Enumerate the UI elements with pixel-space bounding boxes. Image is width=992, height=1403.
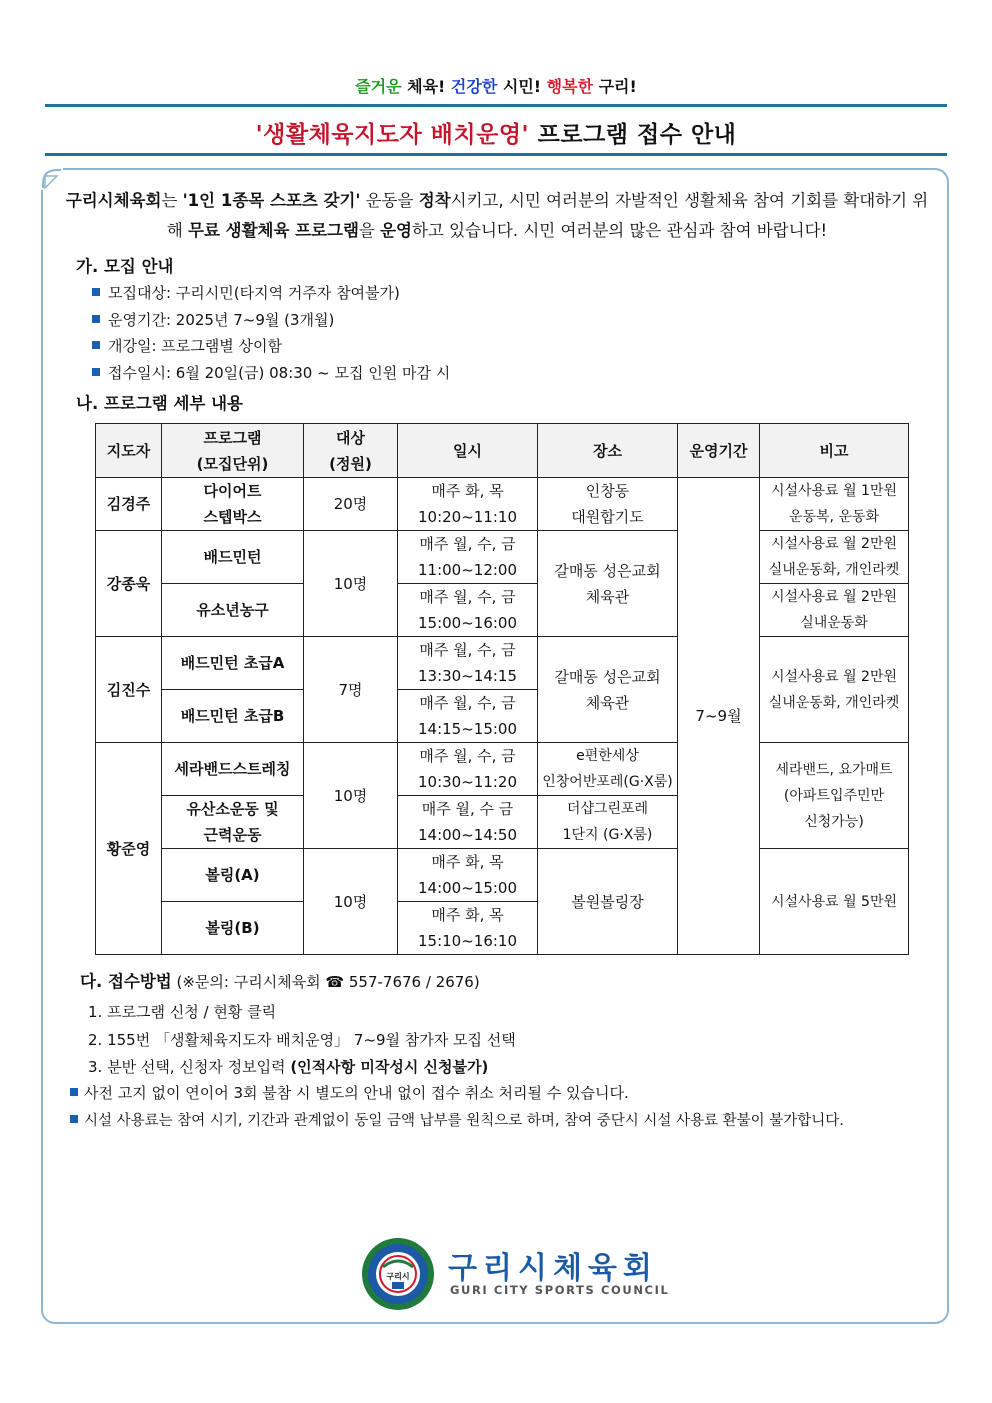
cell-instructor: 김진수 [96, 637, 162, 743]
square-bullet-icon [70, 1115, 78, 1123]
program-table [95, 423, 909, 955]
header-program [162, 424, 304, 478]
header-capacity [304, 424, 398, 478]
cell-time [398, 690, 538, 743]
cell-line: 체육관 [585, 587, 630, 606]
cell-line: 11:00~12:00 [417, 561, 518, 579]
cell-program: 배드민턴 초급B [162, 690, 304, 743]
slogan-word-1: 즐거운 [355, 77, 402, 96]
slogan-word-3: 건강한 [450, 77, 498, 96]
cell-time [398, 637, 538, 690]
cell-time [398, 902, 538, 955]
square-bullet-icon [92, 368, 100, 376]
title-divider [45, 153, 947, 156]
table-header-row [96, 424, 909, 478]
cell-time [398, 478, 538, 531]
intro-text-3: 시키고, 시민 여러분의 자발적인 생활체육 참여 기회를 확대하기 위해 [166, 191, 929, 240]
cell-capacity: 10명 [304, 531, 398, 637]
intro-bold-3: 운영 [380, 221, 412, 240]
cell-time [398, 796, 538, 849]
cell-line: 운동복, 운동화 [788, 509, 880, 525]
list-item-text: 모집대상: 구리시민(타지역 거주자 참여불가) [108, 284, 400, 302]
logo-subtitle: GURI CITY SPORTS COUNCIL [450, 1283, 670, 1297]
cell-program: 유소년농구 [162, 584, 304, 637]
section-c-contact: (※문의: 구리시체육회 ☎ 557-7676 / 2676) [171, 973, 480, 991]
table-row [96, 531, 909, 584]
page-title [0, 116, 992, 149]
square-bullet-icon [92, 341, 100, 349]
cell-place: 볼원볼링장 [538, 849, 678, 955]
header-capacity-line2: (정원) [329, 454, 372, 473]
cell-line: 인창어반포레(G·X룸) [542, 774, 673, 790]
table-row [96, 743, 909, 796]
cell-line: 1단지 (G·X룸) [562, 827, 653, 843]
council-emblem-icon [361, 1237, 435, 1311]
list-item: 2. 155번 「생활체육지도자 배치운영」 7~9월 참가자 모집 선택 [88, 1031, 516, 1049]
cell-capacity: 7명 [304, 637, 398, 743]
list-item-text: 3. 분반 선택, 신청자 정보입력 [88, 1058, 291, 1076]
cell-period: 7~9월 [678, 478, 760, 955]
section-c-title: 다. 접수방법 [80, 972, 172, 991]
cell-line: 매주 월, 수, 금 [419, 588, 516, 606]
cell-line: 매주 월, 수, 금 [419, 641, 516, 659]
header-program-line2: (모집단위) [196, 454, 269, 473]
intro-text-1: 는 [161, 191, 183, 210]
table-row [96, 478, 909, 531]
header-program-line1: 프로그램 [203, 428, 262, 447]
cell-place [538, 478, 678, 531]
logo-name: 구리시체육회 [448, 1251, 658, 1286]
cell-time [398, 584, 538, 637]
list-item [70, 1082, 629, 1103]
cell-line: 시설사용료 월 2만원 [771, 536, 897, 552]
cell-line: 스텝박스 [203, 508, 262, 526]
cell-instructor: 김경주 [96, 478, 162, 531]
cell-line: 대원합기도 [571, 508, 644, 526]
cell-place [538, 743, 678, 796]
cell-line: 매주 월, 수, 금 [419, 694, 516, 712]
cell-line: 매주 월, 수, 금 [419, 535, 516, 553]
list-item [92, 335, 282, 356]
cell-line: 14:15~15:00 [417, 720, 518, 738]
cell-line: 체육관 [585, 693, 630, 712]
cell-line: 매주 화, 목 [431, 906, 504, 924]
list-item [70, 1109, 844, 1130]
intro-text-2: 운동을 [360, 191, 419, 210]
cell-program: 배드민턴 초급A [162, 637, 304, 690]
list-item-text: 사전 고지 없이 연이어 3회 불참 시 별도의 안내 없이 접수 취소 처리될 수 있습니다. [84, 1084, 629, 1102]
cell-note [760, 584, 909, 637]
cell-line: (아파트입주민만 [783, 787, 885, 804]
list-item [88, 1056, 488, 1077]
square-bullet-icon [70, 1088, 78, 1096]
header-time: 일시 [398, 424, 538, 478]
cell-time [398, 849, 538, 902]
list-item-text: 접수일시: 6월 20일(금) 08:30 ~ 모집 인원 마감 시 [108, 364, 451, 382]
square-bullet-icon [92, 315, 100, 323]
square-bullet-icon [92, 288, 100, 296]
cell-place [538, 531, 678, 637]
cell-capacity: 20명 [304, 478, 398, 531]
header-place: 장소 [538, 424, 678, 478]
cell-place [538, 637, 678, 743]
table-row [96, 637, 909, 690]
slogan [0, 74, 992, 97]
cell-program: 배드민턴 [162, 531, 304, 584]
cell-line: 더샵그린포레 [566, 801, 649, 817]
cell-line: 실내운동화, 개인라켓 [768, 694, 900, 711]
cell-program: 볼링(B) [162, 902, 304, 955]
cell-line: 시설사용료 월 2만원 [771, 589, 897, 605]
header-note: 비고 [760, 424, 909, 478]
cell-program: 볼링(A) [162, 849, 304, 902]
header-period: 운영기간 [678, 424, 760, 478]
page-title-highlight: '생활체육지도자 배치운영' [255, 122, 530, 148]
emblem-text: 구리시 [386, 1272, 410, 1281]
cell-line: 14:00~14:50 [417, 826, 518, 844]
cell-note [760, 637, 909, 743]
cell-instructor: 황준영 [96, 743, 162, 955]
cell-line: 다이어트 [203, 482, 262, 500]
cell-place [538, 796, 678, 849]
cell-line: 13:30~14:15 [417, 667, 518, 685]
cell-line: 세라밴드, 요가매트 [775, 761, 893, 778]
cell-line: 15:00~16:00 [417, 614, 518, 632]
list-item-bold: (인적사항 미작성시 신청불가) [290, 1058, 489, 1076]
intro-campaign: '1인 1종목 스포츠 갖기' [182, 191, 361, 210]
cell-time [398, 743, 538, 796]
intro-org: 구리시체육회 [65, 191, 162, 210]
top-divider [45, 104, 947, 107]
section-a-heading: 가. 모집 안내 [76, 257, 174, 276]
cell-time [398, 531, 538, 584]
intro-bold-1: 정착 [418, 191, 451, 210]
cell-note [760, 478, 909, 531]
section-b-heading: 나. 프로그램 세부 내용 [76, 394, 243, 413]
cell-line: 인창동 [585, 482, 630, 500]
intro-text-5: 하고 있습니다. 시민 여러분의 많은 관심과 참여 바랍니다! [411, 221, 828, 240]
cell-line: 매주 월, 수, 금 [419, 747, 516, 765]
cell-line: 실내운동화 [800, 615, 868, 631]
cell-line: 매주 화, 목 [431, 482, 504, 500]
cell-line: 매주 월, 수 금 [421, 800, 514, 818]
cell-program [162, 796, 304, 849]
cell-line: 시설사용료 월 1만원 [771, 483, 897, 499]
cell-note: 시설사용료 월 5만원 [760, 849, 909, 955]
cell-line: 매주 화, 목 [431, 853, 504, 871]
list-item: 1. 프로그램 신청 / 현황 클릭 [88, 1003, 277, 1021]
list-item [92, 309, 334, 330]
page-title-rest: 프로그램 접수 안내 [529, 122, 737, 148]
intro-text-4: 을 [358, 221, 381, 240]
section-c-heading [80, 968, 480, 992]
header-capacity-line1: 대상 [336, 428, 365, 447]
intro-paragraph [62, 186, 932, 246]
list-item-text: 시설 사용료는 참여 시기, 기간과 관계없이 동일 금액 납부를 원칙으로 하며, 참여 중단시 시설 사용료 환불이 불가합니다. [84, 1113, 844, 1129]
slogan-word-2: 체육! [401, 77, 451, 96]
list-item [92, 282, 400, 303]
intro-bold-2: 무료 생활체육 프로그램 [188, 221, 359, 240]
table-row [96, 584, 909, 637]
cell-line: 15:10~16:10 [417, 932, 518, 950]
cell-note [760, 531, 909, 584]
cell-line: 갈매동 성은교회 [554, 561, 661, 580]
list-item-text: 운영기간: 2025년 7~9월 (3개월) [108, 311, 335, 329]
cell-line: 실내운동화, 개인라켓 [768, 562, 900, 578]
cell-program [162, 478, 304, 531]
cell-instructor: 강종욱 [96, 531, 162, 637]
folded-corner-icon [41, 168, 63, 190]
slogan-word-5: 행복한 [546, 77, 594, 96]
slogan-word-6: 구리! [593, 77, 637, 96]
slogan-word-4: 시민! [497, 77, 547, 96]
cell-line: e편한세상 [576, 748, 639, 764]
cell-capacity: 10명 [304, 849, 398, 955]
cell-line: 10:20~11:10 [417, 508, 518, 526]
cell-capacity: 10명 [304, 743, 398, 849]
table-row [96, 849, 909, 902]
header-instructor: 지도자 [96, 424, 162, 478]
cell-line: 신청가능) [804, 813, 864, 830]
cell-line: 시설사용료 월 2만원 [771, 668, 897, 685]
cell-note [760, 743, 909, 849]
cell-line: 갈매동 성은교회 [554, 667, 661, 686]
cell-program: 세라밴드스트레칭 [162, 743, 304, 796]
cell-line: 유산소운동 및 [186, 800, 279, 818]
cell-line: 10:30~11:20 [417, 773, 518, 791]
cell-line: 근력운동 [203, 826, 262, 844]
cell-line: 14:00~15:00 [417, 879, 518, 897]
list-item-text: 개강일: 프로그램별 상이함 [108, 337, 282, 355]
list-item [92, 362, 450, 383]
